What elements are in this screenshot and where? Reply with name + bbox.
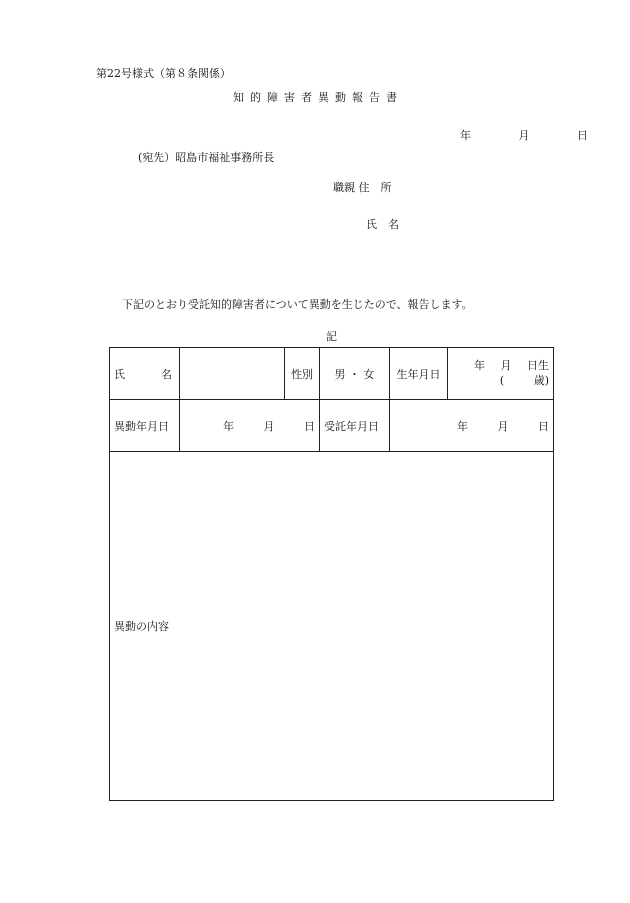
report-table	[109, 347, 554, 801]
name-value-cell[interactable]	[180, 348, 285, 400]
date-year: 年	[460, 129, 471, 142]
ki-label: 記	[326, 330, 337, 343]
date-month: 月	[518, 129, 530, 142]
change-content-label: 異動の内容	[114, 620, 169, 633]
birthdate-label-cell: 生年月日	[390, 348, 448, 400]
table-row	[110, 400, 554, 452]
gender-label-cell: 性別	[285, 348, 320, 400]
guardian-address-line	[333, 182, 392, 193]
birthdate-value-cell[interactable]: 年 月 日生 ( 歳)	[448, 348, 554, 400]
change-content-cell[interactable]	[110, 452, 554, 801]
guardian-address-label: 住 所	[358, 181, 392, 194]
form-number: 第22号様式（第８条関係）	[96, 67, 231, 80]
name-label-cell: 氏 名	[110, 348, 180, 400]
date-line	[460, 130, 588, 141]
body-text: 下記のとおり受託知的障害者について異動を生じたので、報告します。	[122, 298, 473, 311]
page-title: 知的障害者異動報告書	[233, 91, 403, 104]
table-row	[110, 348, 554, 400]
guardian-relation-label: 職親	[333, 181, 355, 194]
entrust-date-label-cell: 受託年月日	[320, 400, 390, 452]
entrust-date-value-cell[interactable]: 年 月 日	[390, 400, 554, 452]
addressee: (宛先）昭島市福祉事務所長	[138, 151, 275, 164]
guardian-name-label: 氏 名	[366, 218, 399, 231]
table-row	[110, 452, 554, 801]
date-day: 日	[577, 129, 588, 142]
gender-options-cell[interactable]: 男 ・ 女	[320, 348, 390, 400]
change-date-label-cell: 異動年月日	[110, 400, 180, 452]
change-date-value-cell[interactable]: 年 月 日	[180, 400, 320, 452]
